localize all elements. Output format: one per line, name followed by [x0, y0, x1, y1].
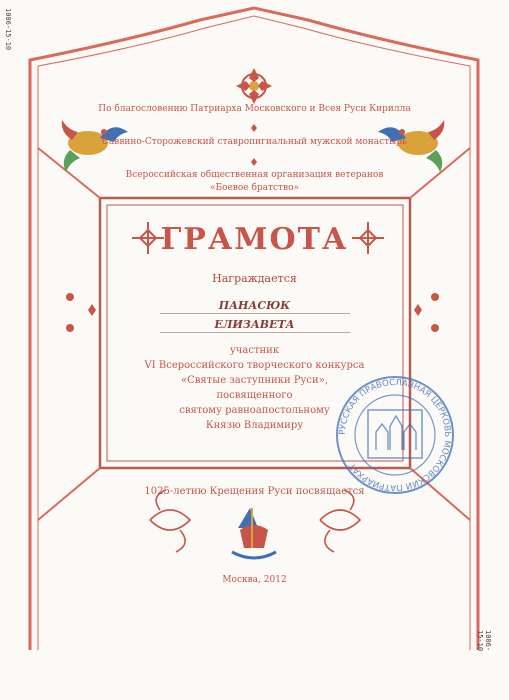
description-line-6: Князю Владимиру [205, 420, 304, 431]
recipient-surname: ПАНАСЮК [218, 299, 291, 312]
church-stamp-icon [330, 370, 460, 500]
surname-underline [160, 313, 350, 314]
organization-line2: «Боевое братство» [209, 183, 300, 193]
description-line-3: «Святые заступники Руси», [181, 375, 328, 386]
stamp-text: РУССКАЯ ПРАВОСЛАВНАЯ ЦЕРКОВЬ МОСКОВСКИЙ ПАТРИАРХАТ [337, 377, 453, 493]
description-line-1: участник [229, 345, 280, 356]
name-underline [160, 332, 350, 333]
serial-bottom: 1006-15-10 [476, 630, 492, 652]
description-line-5: святому равноапостольному [179, 405, 330, 416]
serial-top: 1006-15-10 [4, 8, 12, 51]
awarded-label: Награждается [212, 272, 297, 285]
city-year: Москва, 2012 [222, 575, 287, 585]
dedication-line: 1025-летию Крещения Руси посвящается [144, 486, 365, 497]
certificate-title: ГРАМОТА [160, 222, 349, 257]
description-line-4: посвященного [216, 390, 293, 401]
recipient-name: ЕЛИЗАВЕТА [214, 318, 295, 331]
monastery-line: Саввино-Сторожевский ставропигиальный мужской монастырь [102, 137, 407, 147]
blessing-line: По благословению Патриарха Московского и Всея Руси Кирилла [98, 104, 411, 114]
top-ornament-icon [236, 68, 272, 104]
description-line-2: VI Всероссийского творческого конкурса [144, 360, 365, 371]
boat-logo-icon [232, 508, 276, 558]
organization-line1: Всероссийская общественная организация ветеранов [125, 170, 384, 180]
